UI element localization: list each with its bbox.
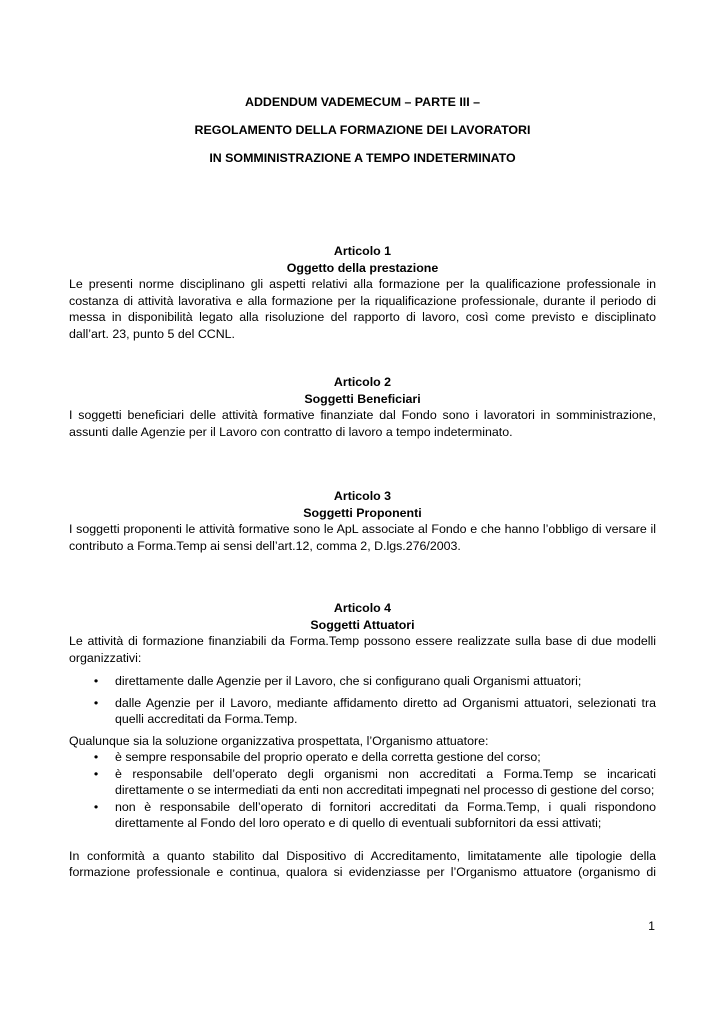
bullet-icon: • [93, 799, 99, 814]
bullet-icon: • [93, 766, 99, 781]
document-subtitle-2: IN SOMMINISTRAZIONE A TEMPO INDETERMINATO [209, 151, 516, 165]
bullet-icon: • [93, 674, 99, 688]
list-item: • direttamente dalle Agenzie per il Lavoro, che si configurano quali Organismi attuatori; [69, 673, 656, 690]
document-subtitle: REGOLAMENTO DELLA FORMAZIONE DEI LAVORATORI [194, 123, 531, 137]
list-item: • è sempre responsabile del proprio operato e della corretta gestione del corso; [69, 749, 656, 766]
list-item: • dalle Agenzie per il Lavoro, mediante affidamento diretto ad Organismi attuatori, selezionati tra quelli accreditati da Forma.Temp. [69, 695, 656, 728]
article-3 [69, 488, 656, 554]
document-title: ADDENDUM VADEMECUM – PARTE III – [245, 95, 480, 109]
article-number: Articolo 4 [333, 601, 392, 615]
article-heading: Soggetti Proponenti [303, 505, 422, 520]
bullet-icon: • [93, 750, 99, 764]
article-body: Le attività di formazione finanziabili da Forma.Temp possono essere realizzate sulla base di due modelli organizzativi: [69, 634, 656, 665]
article-heading: Soggetti Attuatori [310, 617, 415, 632]
article-body: Le presenti norme disciplinano gli aspetti relativi alla formazione per la qualificazione professionale in costanza di attività lavorativa e alla formazione per la riqualificazione professionale, durante il periodo di messa in disponibilità legato alla risoluzione del rapporto di lavoro, così come previsto e disciplinato dall’art. 23, punto 5 del CCNL. [69, 277, 656, 341]
article-2 [69, 374, 656, 440]
bullet-icon: • [93, 695, 99, 710]
article-intro: Qualunque sia la soluzione organizzativa prospettata, l’Organismo attuatore: [69, 733, 489, 748]
article-number: Articolo 3 [333, 489, 392, 503]
article-heading: Soggetti Beneficiari [304, 391, 421, 406]
organizational-models-list [69, 673, 656, 728]
list-item: • è responsabile dell’operato degli organismi non accreditati a Forma.Temp se incaricati direttamente o se intermediati da enti non accreditati impegnati nel processo di gestione del corso; [69, 766, 656, 799]
article-closing: In conformità a quanto stabilito dal Dispositivo di Accreditamento, limitatamente alle tipologie della formazione professionale e continua, qualora si evidenziasse per l’Organismo attuatore (organismo di [69, 848, 656, 879]
article-1 [69, 243, 656, 342]
article-body: I soggetti beneficiari delle attività formative finanziate dal Fondo sono i lavoratori in somministrazione, assunti dalle Agenzie per il Lavoro con contratto di lavoro a tempo indeterminato. [69, 408, 656, 439]
article-body: I soggetti proponenti le attività formative sono le ApL associate al Fondo e che hanno l’obbligo di versare il contributo a Forma.Temp ai sensi dell’art.12, comma 2, D.lgs.276/2003. [69, 522, 656, 553]
article-4 [69, 600, 656, 881]
article-number: Articolo 1 [333, 244, 392, 258]
article-heading: Oggetto della prestazione [286, 260, 439, 275]
list-item: • non è responsabile dell’operato di fornitori accreditati da Forma.Temp, i quali rispondono direttamente al Fondo del loro operato e di quello di eventuali subfornitori da essi attivati; [69, 799, 656, 832]
article-number: Articolo 2 [333, 375, 392, 389]
page-number: 1 [648, 919, 655, 933]
duties-list [69, 749, 656, 832]
